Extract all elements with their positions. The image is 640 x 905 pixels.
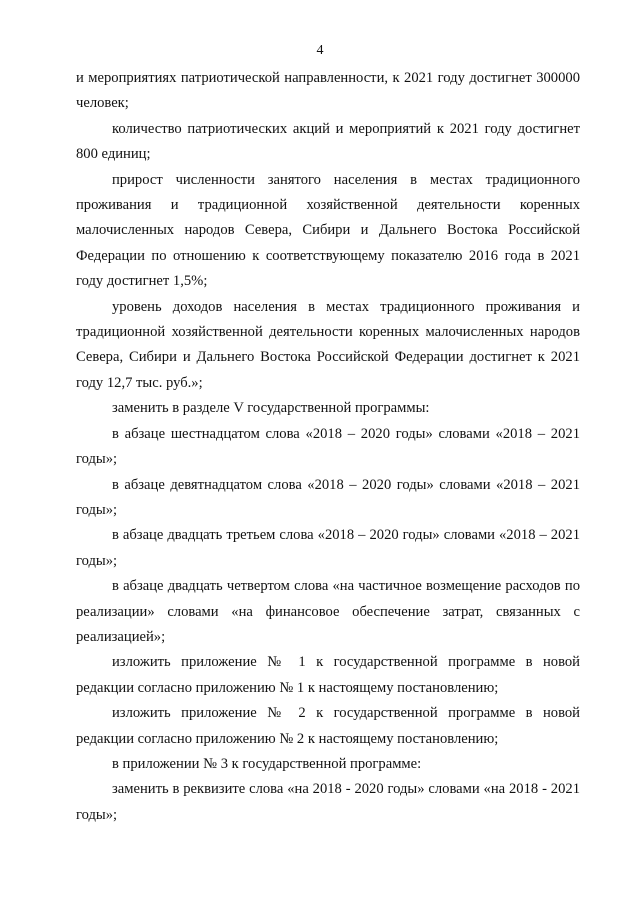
paragraph-appendix-3: в приложении № 3 к государственной программе: — [112, 755, 422, 772]
paragraph-appendix-2: изложить приложение № 2 к государственной программе в новой редакции согласно приложению № 2 к настоящему постановлению; — [76, 705, 580, 747]
paragraph-employment-growth: прирост численности занятого населения в местах традиционного проживания и традиционной хозяйственной деятельности коренных малочисленных народов Севера, Сибири и Дальнего Востока Российской Федерации по отношению к соответствующему показателю 2016 года в 2021 году достигнет 1,5%; — [76, 171, 580, 290]
paragraph-section-v: заменить в разделе V государственной программы: — [112, 400, 430, 417]
paragraph-abzac-19: в абзаце девятнадцатом слова «2018 – 2020 годы» словами «2018 – 2021 годы»; — [76, 476, 580, 518]
paragraph-abzac-23: в абзаце двадцать третьем слова «2018 – 2020 годы» словами «2018 – 2021 годы»; — [76, 527, 580, 569]
page-number: 4 — [316, 43, 324, 58]
document-body — [76, 66, 580, 828]
paragraph-income-level: уровень доходов населения в местах традиционного проживания и традиционной хозяйственной деятельности коренных малочисленных народов Севера, Сибири и Дальнего Востока Российской Федерации достигнет к 2021 году 12,7 тыс. руб.»; — [76, 298, 580, 391]
paragraph-appendix-1: изложить приложение № 1 к государственной программе в новой редакции согласно приложению № 1 к настоящему постановлению; — [76, 654, 580, 696]
paragraph-continuation: и мероприятиях патриотической направленности, к 2021 году достигнет 300000 человек; — [76, 70, 580, 112]
paragraph-abzac-24: в абзаце двадцать четвертом слова «на частичное возмещение расходов по реализации» словами «на финансовое обеспечение затрат, связанных с реализацией»; — [76, 578, 580, 645]
paragraph-requisite: заменить в реквизите слова «на 2018 - 2020 годы» словами «на 2018 - 2021 годы»; — [76, 781, 580, 823]
paragraph-patriotic-events: количество патриотических акций и мероприятий к 2021 году достигнет 800 единиц; — [76, 120, 580, 163]
paragraph-abzac-16: в абзаце шестнадцатом слова «2018 – 2020 годы» словами «2018 – 2021 годы»; — [76, 425, 580, 468]
